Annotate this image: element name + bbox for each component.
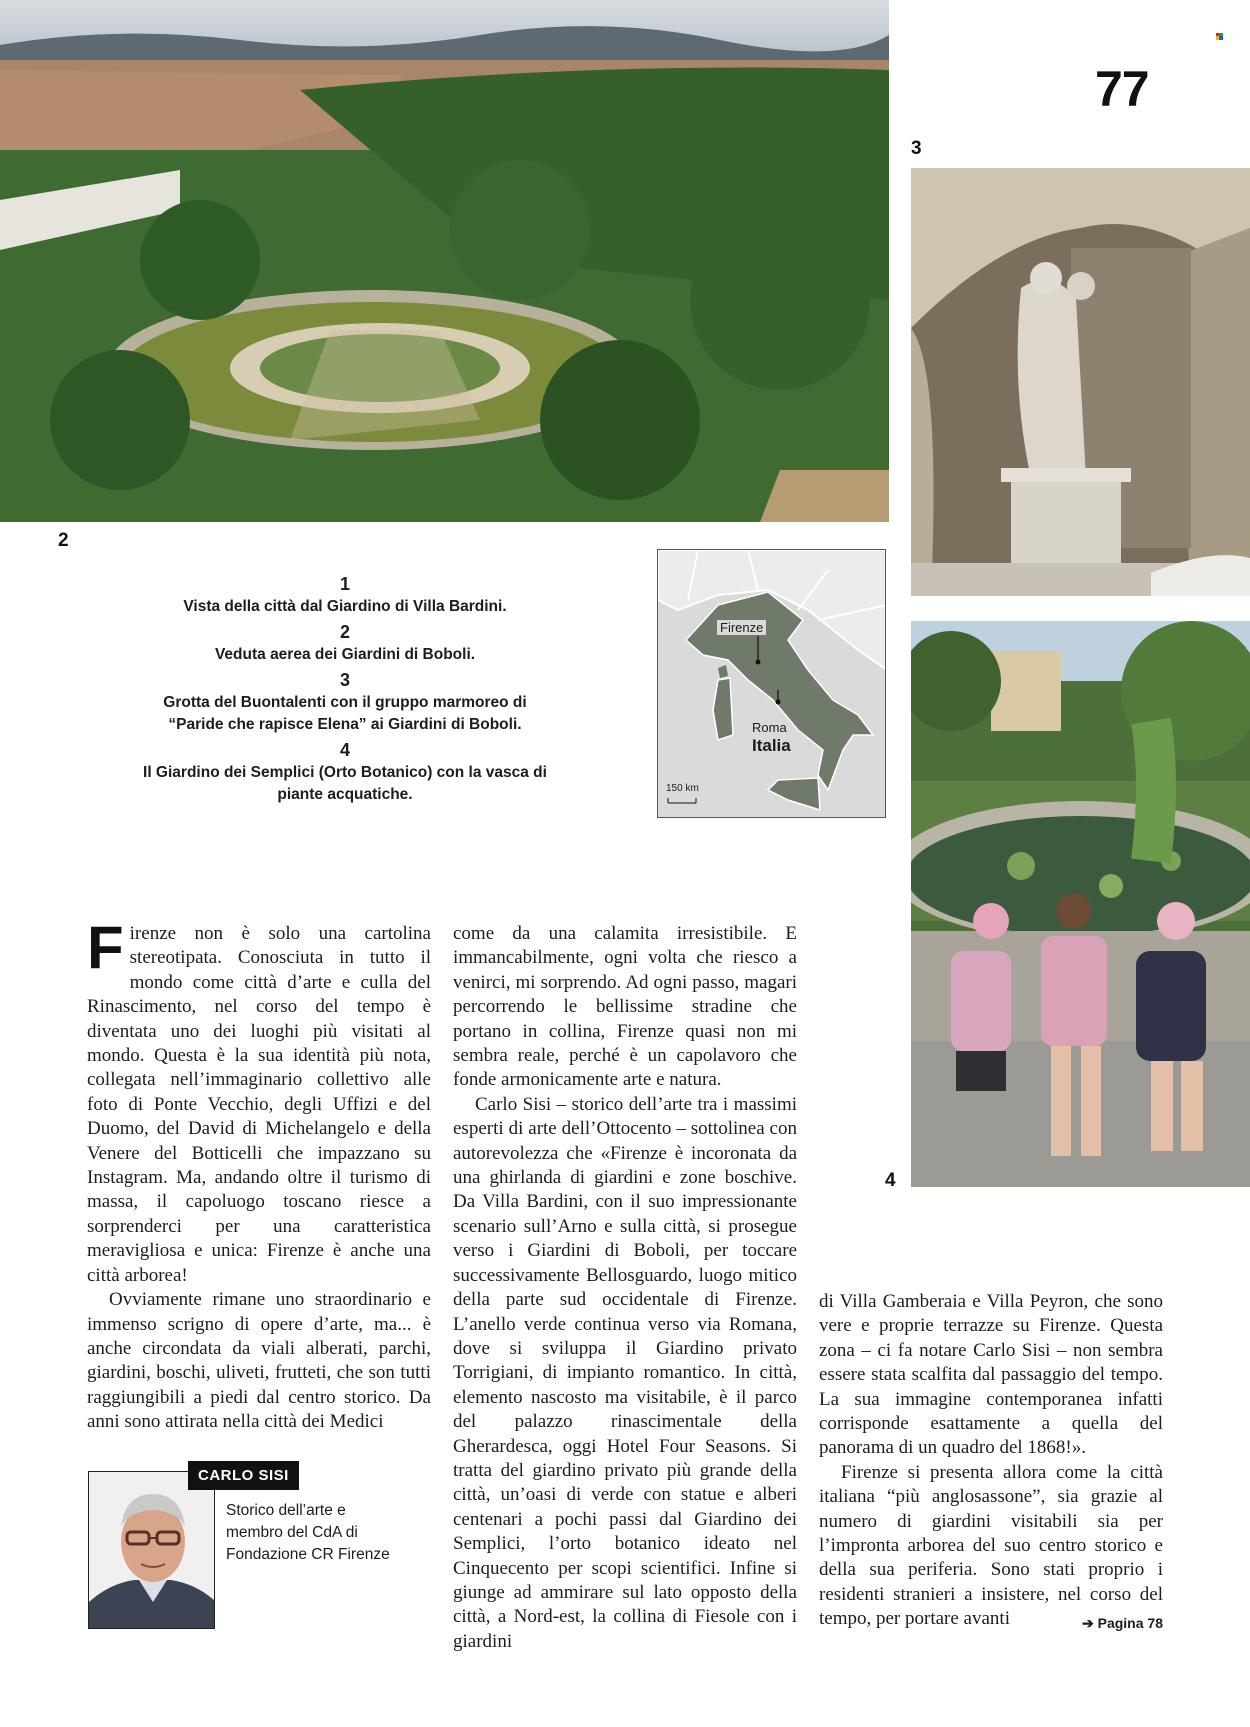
article-paragraph: Carlo Sisi – storico dell’arte tra i massimi esperti di arte dell’Ottocento – sottolinea con autorevolezza che «Firenze è incoronata da una ghirlanda di giardini e zone boschive. Da Villa Bardini, con il suo impressionante scenario sull’Arno e sulla città, si prosegue verso i Giardini di Boboli, per toccare successivamente Bellosguardo, luogo mitico della parte sud occidentale di Firenze. L’anello verde continua verso via Romana, dove si sviluppa il Giardino privato Torrigiani, di impianto romantico. In città, elemento nascosto ma visitabile, è il parco del palazzo rinascimentale della Gherardesca, oggi Hotel Four Seasons. Si tratta del giardino privato più grande della città, un’oasi di verde con statue e alberi centenari a pochi passi dal Giardino dei Semplici, l’orto botanico ideato nel Cinquecento per scopi scientifici. Infine si giunge ad ammirare sul lato opposto della città, a Nord-est, la collina di Fiesole con i giardini bbox=[453, 1093, 797, 1652]
map-capital-label: Roma bbox=[752, 720, 787, 735]
bio-description: Storico dell’arte e membro del CdA di Fondazione CR Firenze bbox=[226, 1502, 390, 1563]
caption-number: 4 bbox=[339, 740, 350, 760]
paragraph-text: Firenze si presenta allora come la città italiana “più anglosassone”, sia grazie al numero di giardini visitabili sia per l’impronta arborea del suo centro storico e della sua periferia. Sono stati proprio i residenti stranieri a insistere, nel corso del tempo, per portare avanti bbox=[819, 1461, 1163, 1630]
map-city-label: Firenze bbox=[717, 620, 766, 635]
caption-text: Il Giardino dei Semplici (Orto Botanico) con la vasca di piante acquatiche. bbox=[143, 764, 547, 803]
bio-name-tag: CARLO SISI bbox=[188, 1461, 299, 1490]
photo-label-4: 4 bbox=[885, 1170, 896, 1191]
article-paragraph bbox=[87, 914, 431, 1288]
caption-number: 2 bbox=[339, 622, 350, 642]
article-column-2 bbox=[453, 922, 797, 1654]
caption-text: Vista della città dal Giardino di Villa Bardini. bbox=[183, 598, 507, 615]
map-country-label: Italia bbox=[752, 736, 791, 755]
aerial-photo-boboli bbox=[0, 0, 889, 522]
grotto-photo bbox=[911, 168, 1250, 596]
caption-number: 1 bbox=[339, 574, 350, 594]
drop-cap: F bbox=[87, 914, 124, 981]
author-portrait bbox=[88, 1471, 215, 1629]
photo-label-3: 3 bbox=[911, 138, 922, 159]
article-paragraph: come da una calamita irresistibile. E immancabilmente, ogni volta che riesco a venirci, mi sorprendo. Ad ogni passo, magari percorrendo le bellissime stradine che portano in collina, Firenze quasi non mi sembra reale, perché è un capolavoro che fonde armonicamente arte e natura. bbox=[453, 923, 797, 1091]
caption-text: Veduta aerea dei Giardini di Boboli. bbox=[214, 646, 476, 663]
continued-page-link[interactable]: ➔ Pagina 78 bbox=[1082, 1615, 1163, 1632]
italy-locator-map bbox=[657, 549, 886, 818]
page-number: 77 bbox=[1095, 61, 1149, 117]
article-column-1 bbox=[87, 914, 431, 1435]
caption-number: 3 bbox=[339, 670, 350, 690]
article-paragraph: di Villa Gamberaia e Villa Peyron, che sono vere e proprie terrazze su Firenze. Questa zona – ci fa notare Carlo Sisi – non sembra essere stata scalfita dal passaggio del tempo. La sua immagine contemporanea infatti corrisponde esattamente a quella del panorama di un quadro del 1868!». bbox=[819, 1291, 1163, 1459]
photo-captions bbox=[140, 572, 550, 808]
paragraph-text: irenze non è solo una cartolina stereotipata. Conosciuta in tutto il mondo come città d’arte e culla del Rinascimento, nel corso del tempo è diventata uno dei luoghi più visitati al mondo. Questa è la sua identità più nota, collegata nell’immaginario collettivo alle foto di Ponte Vecchio, degli Uffizi e del Duomo, del David di Michelangelo e della Venere del Botticelli che impazzano su Instagram. Ma, andando oltre il turismo di massa, il capoluogo toscano riesce a sorprenderci per una caratteristica meravigliosa e unica: Firenze è anche una città arborea! bbox=[87, 923, 431, 1286]
article-paragraph bbox=[819, 1461, 1163, 1632]
color-registration-mark bbox=[1216, 33, 1223, 40]
photo-label-2: 2 bbox=[58, 530, 69, 551]
caption-text: Grotta del Buontalenti con il gruppo marmoreo di “Paride che rapisce Elena” ai Giardini di Boboli. bbox=[163, 694, 527, 733]
map-scale-label: 150 km bbox=[666, 783, 699, 794]
article-paragraph: Ovviamente rimane uno straordinario e immenso scrigno di opere d’arte, ma... è anche circondata da viali alberati, parchi, giardini, boschi, uliveti, frutteti, che son tutti raggiungibili a piedi dal centro storico. Da anni sono attirata nella città dei Medici bbox=[87, 1289, 431, 1433]
botanical-garden-photo bbox=[911, 621, 1250, 1187]
article-column-3 bbox=[819, 1290, 1163, 1636]
